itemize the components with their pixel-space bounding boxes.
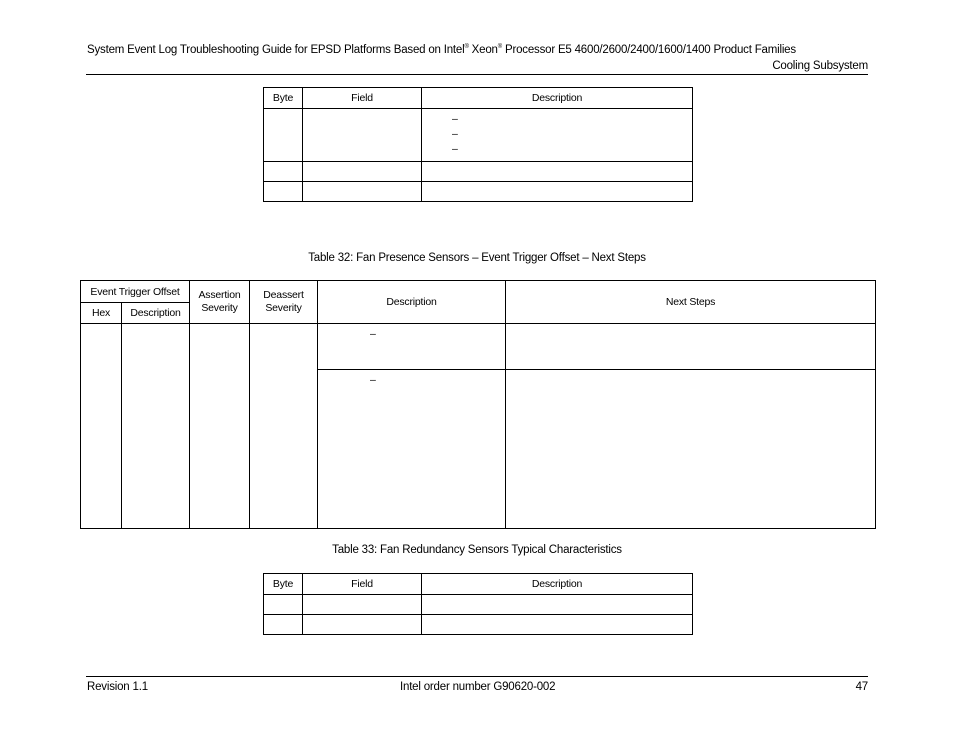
table-cell [122,324,190,529]
table-cell [422,162,693,182]
table-cell [303,109,422,162]
table-cell [264,595,303,615]
table-cell [318,324,506,370]
footer-revision: Revision 1.1 [87,681,148,693]
table-cell [81,324,122,529]
table-cell [264,182,303,202]
table-row [264,162,693,182]
column-header-deassert-severity: Deassert Severity [250,281,318,324]
dash-mark: – [370,374,376,386]
table-32-caption: Table 32: Fan Presence Sensors – Event Trigger Offset – Next Steps [308,252,646,264]
table-row [264,595,693,615]
dash-mark: – [452,143,458,155]
table-cell [506,370,876,529]
table-cell [264,615,303,635]
column-header: Byte [264,574,303,595]
column-header-offset-description: Description [122,303,190,324]
column-header: Field [303,574,422,595]
table-cell [250,324,318,529]
table-row [264,109,693,162]
table-cell [264,109,303,162]
table-cell [506,324,876,370]
table-cell [303,162,422,182]
table-cell [264,162,303,182]
table-cell [303,615,422,635]
table-cell [303,595,422,615]
table-top-continuation [263,87,693,202]
dash-mark: – [452,113,458,125]
table-cell [422,615,693,635]
header-divider [86,74,868,75]
table-cell [422,109,693,162]
column-header-next-steps: Next Steps [506,281,876,324]
table-33-caption: Table 33: Fan Redundancy Sensors Typical Characteristics [332,544,622,556]
table-row [264,182,693,202]
table-cell [190,324,250,529]
dash-mark: – [452,128,458,140]
footer-divider [86,676,868,677]
table-32 [80,280,876,529]
footer-order-number: Intel order number G90620-002 [400,681,556,693]
footer-page-number: 47 [855,681,868,693]
page-header-section: Cooling Subsystem [772,60,868,72]
table-cell [303,182,422,202]
column-header-description: Description [318,281,506,324]
column-header: Field [303,88,422,109]
table-cell [318,370,506,529]
column-header: Description [422,88,693,109]
column-header: Byte [264,88,303,109]
table-cell [422,182,693,202]
column-header-assertion-severity: Assertion Severity [190,281,250,324]
dash-mark: – [370,328,376,340]
column-header: Description [422,574,693,595]
table-row [264,615,693,635]
page-header-title: System Event Log Troubleshooting Guide for EPSD Platforms Based on Intel® Xeon® Processor E5 4600/2600/2400/1600/1400 Product Families [87,44,796,56]
table-33 [263,573,693,635]
column-header-hex: Hex [81,303,122,324]
table-cell [422,595,693,615]
table-row [81,324,876,370]
group-header-event-trigger-offset: Event Trigger Offset [81,281,190,303]
